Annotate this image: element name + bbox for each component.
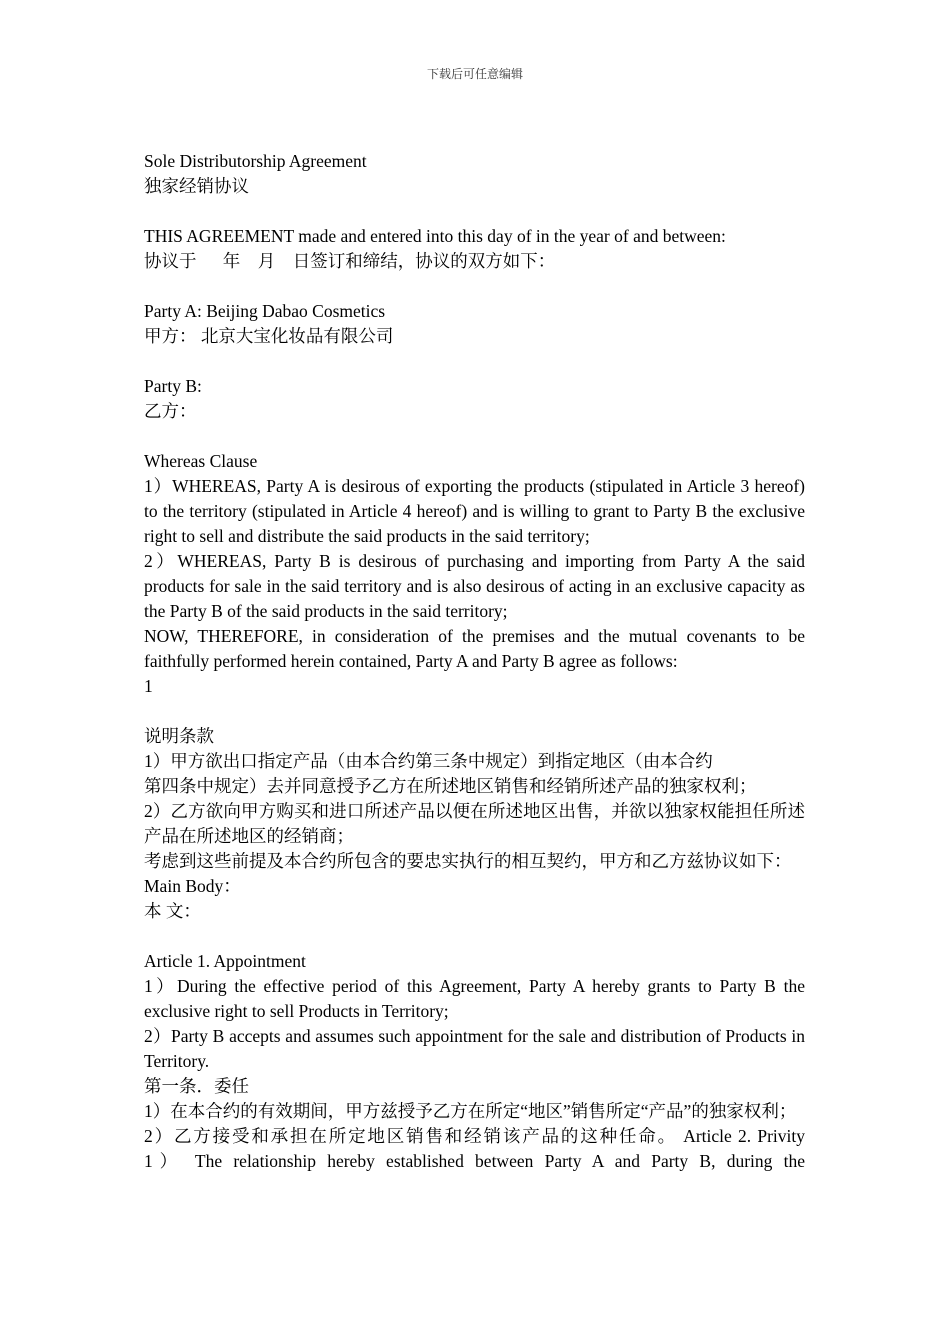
party-a-english: Party A: Beijing Dabao Cosmetics — [144, 301, 386, 321]
article-1-clause-2: 2）Party B accepts and assumes such appointment for the sale and distribution of Products in Territory. — [144, 1026, 805, 1071]
whereas-therefore: NOW, THEREFORE, in consideration of the premises and the mutual covenants to be faithfully performed herein contained, Party A and Party B agree as follows: — [144, 626, 805, 671]
whereas-clause-2-chinese: 2）乙方欲向甲方购买和进口所述产品以便在所述地区出售，并欲以独家权能担任所述产品在所述地区的经销商； — [144, 801, 805, 846]
intro-chinese: 协议于 年 月 日签订和缔结，协议的双方如下： — [144, 251, 556, 271]
spacer — [144, 924, 805, 949]
whereas-clause-1: 1）WHEREAS, Party A is desirous of exporting the products (stipulated in Article 3 hereof) to the territory (stipulated in Article 4 hereof) and is willing to grant to Party B the exclusive right to sell and distribute the said products in the said territory; — [144, 476, 805, 546]
main-body-chinese: 本 文： — [144, 901, 201, 921]
page-number: 1 — [144, 676, 153, 696]
whereas-clause-1-chinese-line-1: 1）甲方欲出口指定产品（由本合约第三条中规定）到指定地区（由本合约 — [144, 751, 713, 771]
whereas-therefore-chinese: 考虑到这些前提及本合约所包含的要忠实执行的相互契约，甲方和乙方兹协议如下： — [144, 851, 792, 871]
spacer — [144, 274, 805, 299]
spacer — [144, 424, 805, 449]
whereas-clause-1-chinese-line-2: 第四条中规定）去并同意授予乙方在所述地区销售和经销所述产品的独家权利； — [144, 776, 757, 796]
spacer — [144, 349, 805, 374]
spacer — [144, 699, 805, 724]
main-body-english: Main Body： — [144, 876, 241, 896]
party-a-chinese: 甲方： 北京大宝化妆品有限公司 — [144, 326, 394, 346]
article-1-clause-2-chinese: 2）乙方接受和承担在所定地区销售和经销该产品的这种任命。 Article 2. Privity — [144, 1126, 805, 1146]
article-1-clause-1-chinese: 1）在本合约的有效期间，甲方兹授予乙方在所定“地区”销售所定“产品”的独家权利； — [144, 1101, 797, 1121]
title-english: Sole Distributorship Agreement — [144, 151, 367, 171]
whereas-clause-2: 2）WHEREAS, Party B is desirous of purchasing and importing from Party A the said products for sale in the said territory and is also desirous of acting in an exclusive capacity as the Party B of the said products in the said territory; — [144, 551, 805, 621]
spacer — [144, 199, 805, 224]
article-1-heading-chinese: 第一条．委任 — [144, 1076, 249, 1096]
article-2-clause-1-start: 1） The relationship hereby established between Party A and Party B, during the — [144, 1151, 805, 1171]
party-b-chinese: 乙方： — [144, 401, 197, 421]
party-b-english: Party B: — [144, 376, 202, 396]
whereas-heading: Whereas Clause — [144, 451, 258, 471]
document-body — [144, 149, 805, 1174]
page-header-note: 下载后可任意编辑 — [426, 67, 523, 81]
article-1-clause-1: 1）During the effective period of this Agreement, Party A hereby grants to Party B the exclusive right to sell Products in Territory; — [144, 976, 805, 1021]
whereas-heading-chinese: 说明条款 — [144, 726, 214, 746]
intro-english: THIS AGREEMENT made and entered into this day of in the year of and between: — [144, 226, 726, 246]
article-1-heading: Article 1. Appointment — [144, 951, 306, 971]
title-chinese: 独家经销协议 — [144, 176, 249, 196]
